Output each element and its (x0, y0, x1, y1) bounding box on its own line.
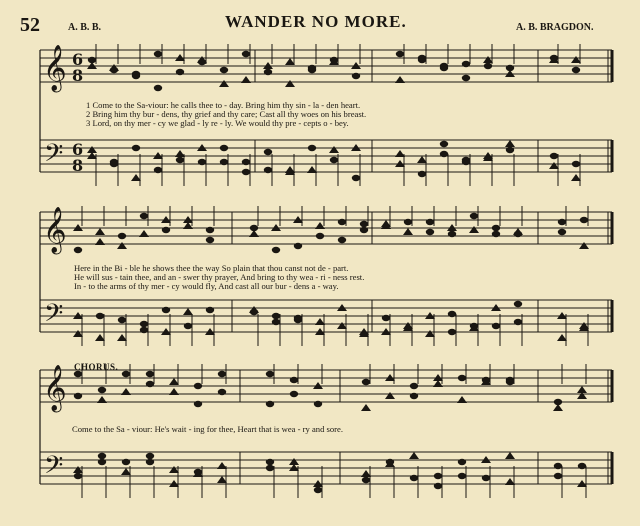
note-head (418, 171, 426, 177)
note-head (470, 213, 478, 219)
bass-clef: 𝄢 (44, 139, 64, 174)
note-head (98, 459, 106, 465)
note-head (329, 146, 339, 153)
note-head (242, 159, 250, 165)
note-head (505, 140, 515, 147)
note-head (362, 477, 370, 483)
note-head (194, 401, 202, 407)
page-number: 52 (20, 14, 40, 36)
note-head (404, 219, 412, 225)
note-head (458, 375, 466, 381)
note-head (462, 75, 470, 81)
note-head (448, 231, 456, 237)
note-head (314, 487, 322, 493)
note-head (470, 323, 478, 329)
note-head (98, 387, 106, 393)
note-head (206, 237, 214, 243)
note-head (266, 459, 274, 465)
note-head (132, 73, 140, 79)
bass-time-signature-top: 6 (72, 140, 84, 159)
note-head (272, 319, 280, 325)
note-head (385, 392, 395, 399)
note-head (506, 65, 514, 71)
note-head (330, 157, 338, 163)
bass-clef: 𝄢 (44, 299, 64, 334)
note-head (403, 228, 413, 235)
treble-time-signature-top: 6 (72, 50, 84, 69)
note-head (505, 452, 515, 459)
note-head (206, 307, 214, 313)
note-head (176, 157, 184, 163)
note-head (285, 80, 295, 87)
note-head (74, 393, 82, 399)
note-head (198, 159, 206, 165)
note-head (206, 227, 214, 233)
note-head (98, 453, 106, 459)
note-head (266, 401, 274, 407)
note-head (482, 377, 490, 383)
note-head (418, 57, 426, 63)
lyricist-credit: A. B. B. (68, 22, 102, 33)
note-head (360, 227, 368, 233)
note-head (462, 159, 470, 165)
note-head (553, 404, 563, 411)
note-head (434, 483, 442, 489)
note-head (362, 379, 370, 385)
note-head (382, 315, 390, 321)
note-head (316, 233, 324, 239)
note-head (572, 161, 580, 167)
note-head (554, 473, 562, 479)
note-head (337, 304, 347, 311)
note-head (264, 69, 272, 75)
note-head (218, 371, 226, 377)
verse-line: Here in the Bi - ble he shows thee the way So plain that thou canst not de - part. (74, 263, 349, 273)
note-head (118, 317, 126, 323)
note-head (550, 153, 558, 159)
treble-clef: 𝄞 (43, 207, 67, 253)
note-head (457, 396, 467, 403)
note-head (146, 381, 154, 387)
note-head (481, 456, 491, 463)
note-head (249, 306, 259, 313)
note-head (74, 247, 82, 253)
note-head (87, 146, 97, 153)
note-head (266, 371, 274, 377)
treble-clef: 𝄞 (43, 365, 67, 411)
note-head (266, 465, 274, 471)
note-head (272, 247, 280, 253)
verse-line: In - to the arms of thy mer - cy would fly, And cast all our bur - dens a - way. (74, 281, 339, 291)
verse-line: 2 Bring him thy bur - dens, thy grief and thy care; Cast all thy woes on his breast. (86, 109, 367, 119)
verse-line: 1 Come to the Sa-viour: he calls thee to - day. Bring him thy sin - la - den heart. (86, 100, 361, 110)
note-head (146, 459, 154, 465)
note-head (122, 459, 130, 465)
note-head (241, 76, 251, 83)
note-head (162, 307, 170, 313)
note-head (410, 393, 418, 399)
note-head (74, 473, 82, 479)
note-head (338, 219, 346, 225)
note-head (264, 167, 272, 173)
note-head (440, 141, 448, 147)
note-head (140, 327, 148, 333)
note-head (514, 301, 522, 307)
note-head (96, 313, 104, 319)
note-head (88, 57, 96, 63)
treble-clef: 𝄞 (43, 45, 67, 91)
note-head (580, 217, 588, 223)
note-head (140, 321, 148, 327)
note-head (338, 237, 346, 243)
note-head (506, 377, 514, 383)
note-head (351, 144, 361, 151)
note-head (219, 80, 229, 87)
treble-time-signature-bottom: 8 (72, 66, 84, 85)
note-head (469, 226, 479, 233)
note-head (558, 219, 566, 225)
note-head (360, 221, 368, 227)
note-head (154, 51, 162, 57)
chorus-label: CHORUS. (74, 362, 119, 372)
note-head (484, 63, 492, 69)
note-head (492, 225, 500, 231)
note-head (577, 386, 587, 393)
note-head (410, 475, 418, 481)
note-head (218, 389, 226, 395)
note-head (578, 463, 586, 469)
bass-time-signature-bottom: 8 (72, 156, 84, 175)
note-head (97, 396, 107, 403)
note-head (110, 159, 118, 165)
note-head (109, 64, 119, 71)
note-head (448, 329, 456, 335)
bass-clef: 𝄢 (44, 451, 64, 486)
note-head (409, 452, 419, 459)
note-head (220, 67, 228, 73)
verse-line: 3 Lord, on thy mer - cy we glad - ly re - ly. We would thy pre - cepts o - bey. (86, 118, 349, 128)
note-head (426, 219, 434, 225)
note-head (176, 69, 184, 75)
note-head (440, 151, 448, 157)
note-head (352, 73, 360, 79)
note-head (514, 319, 522, 325)
note-head (506, 147, 514, 153)
note-head (139, 230, 149, 237)
song-title: WANDER NO MORE. (225, 12, 407, 31)
note-head (448, 311, 456, 317)
note-head (440, 65, 448, 71)
note-head (121, 388, 131, 395)
note-head (290, 377, 298, 383)
composer-credit: A. B. BRAGDON. (516, 22, 594, 33)
note-head (314, 401, 322, 407)
note-head (410, 383, 418, 389)
note-head (558, 229, 566, 235)
note-head (577, 392, 587, 399)
note-head (242, 51, 250, 57)
note-head (289, 458, 299, 465)
note-head (264, 149, 272, 155)
note-head (146, 371, 154, 377)
note-head (579, 242, 589, 249)
note-head (272, 313, 280, 319)
note-head (492, 231, 500, 237)
note-head (154, 167, 162, 173)
note-head (95, 238, 105, 245)
note-head (242, 169, 250, 175)
note-head (330, 57, 338, 63)
note-head (554, 463, 562, 469)
note-head (95, 228, 105, 235)
note-head (395, 76, 405, 83)
note-head (434, 473, 442, 479)
note-head (146, 453, 154, 459)
note-head (194, 383, 202, 389)
note-head (184, 323, 192, 329)
note-head (249, 230, 259, 237)
verse-line: Come to the Sa - viour: He's wait - ing for thee, Heart that is wea - ry and sore. (72, 424, 343, 434)
note-head (122, 371, 130, 377)
note-head (426, 229, 434, 235)
note-head (220, 159, 228, 165)
note-head (308, 145, 316, 151)
note-head (386, 459, 394, 465)
note-head (491, 304, 501, 311)
verse-line: He will sus - tain thee, and an - swer thy prayer, And bring to thy wea - ri - ness rest. (74, 272, 365, 282)
note-head (117, 242, 127, 249)
note-head (140, 213, 148, 219)
note-head (396, 51, 404, 57)
note-head (183, 308, 193, 315)
note-head (514, 231, 522, 237)
note-head (361, 404, 371, 411)
note-head (220, 145, 228, 151)
note-head (482, 475, 490, 481)
note-head (294, 243, 302, 249)
note-head (118, 233, 126, 239)
note-head (162, 227, 170, 233)
note-head (132, 145, 140, 151)
note-head (294, 315, 302, 321)
note-head (572, 67, 580, 73)
note-head (308, 65, 316, 71)
note-head (458, 473, 466, 479)
note-head (154, 85, 162, 91)
note-head (492, 323, 500, 329)
note-head (290, 391, 298, 397)
note-head (352, 175, 360, 181)
note-head (169, 388, 179, 395)
note-head (458, 459, 466, 465)
note-head (462, 61, 470, 67)
note-head (197, 144, 207, 151)
